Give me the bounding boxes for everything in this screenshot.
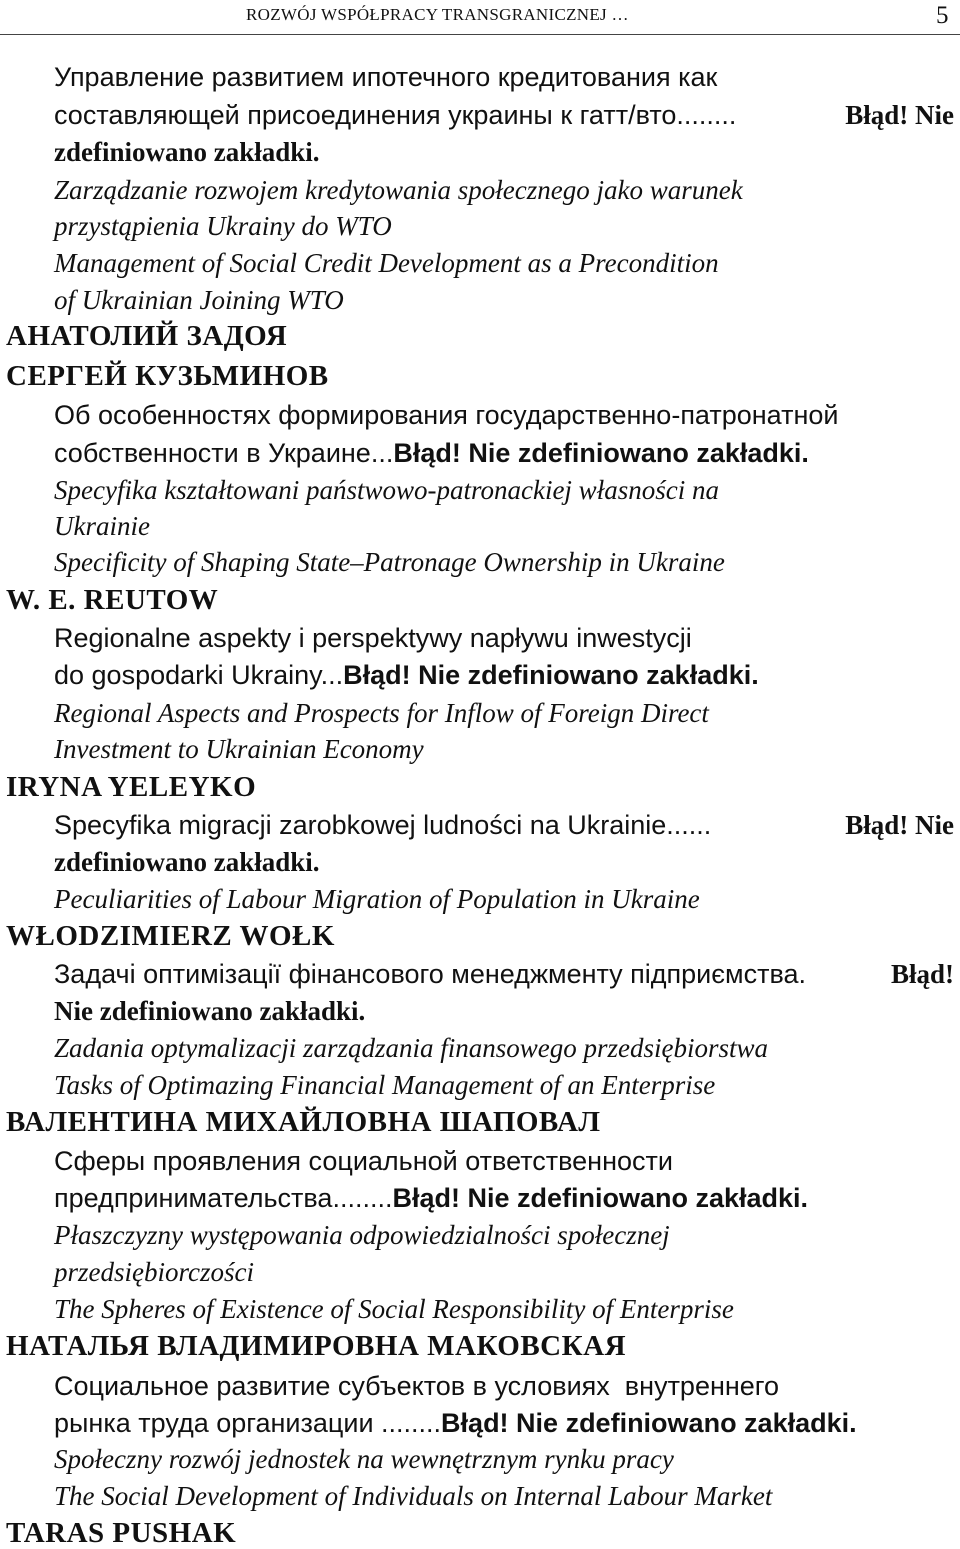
toc-author: АНАТОЛИЙ ЗАДОЯ xyxy=(6,320,288,352)
toc-english-title: of Ukrainian Joining WTO xyxy=(54,285,344,315)
toc-error-text: Nie zdefiniowano zakładki. xyxy=(54,996,366,1026)
toc-english-title: The Spheres of Existence of Social Responsibility of Enterprise xyxy=(54,1294,734,1324)
toc-english-title: Peculiarities of Labour Migration of Population in Ukraine xyxy=(54,884,700,914)
toc-error-text: zdefiniowano zakładki. xyxy=(54,137,320,167)
toc-english-title: Investment to Ukrainian Economy xyxy=(54,734,424,764)
toc-english-title: Regional Aspects and Prospects for Inflow of Foreign Direct xyxy=(54,698,709,728)
toc-title-line: предпринимательства........Błąd! Nie zdefiniowano zakładki. xyxy=(54,1183,809,1213)
page-number: 5 xyxy=(936,2,949,29)
toc-author: TARAS PUSHAK xyxy=(6,1517,237,1549)
running-title: ROZWÓJ WSPÓŁPRACY TRANSGRANICZNEJ … xyxy=(246,5,629,24)
toc-error-text: Błąd! xyxy=(890,959,954,989)
toc-title-line: Regionalne aspekty i perspektywy napływu inwestycji xyxy=(54,623,692,653)
toc-error-text: Błąd! Nie xyxy=(845,100,954,130)
toc-error-text: Błąd! Nie zdefiniowano zakładki. xyxy=(392,1183,809,1213)
toc-title-line: Задачі оптимізації фінансового менеджменту підприємства. xyxy=(54,959,807,989)
toc-title-line: рынка труда организации ........Błąd! Nie zdefiniowano zakładki. xyxy=(54,1408,857,1438)
toc-title-line: собственности в Украине...Błąd! Nie zdefiniowano zakładki. xyxy=(54,438,809,468)
toc-title-line: Сферы проявления социальной ответственности xyxy=(54,1146,673,1176)
toc-title-line: Specyfika migracji zarobkowej ludności na Ukrainie...... xyxy=(54,810,712,840)
toc-title-line: составляющей присоединения украины к гатт/вто........ xyxy=(54,100,737,130)
toc-leader-dots: . xyxy=(798,959,807,989)
toc-polish-title: przystąpienia Ukrainy do WTO xyxy=(54,211,392,241)
toc-english-title: Specificity of Shaping State–Patronage Ownership in Ukraine xyxy=(54,547,725,577)
toc-leader-dots: ...... xyxy=(666,810,712,840)
toc-author: W. E. REUTOW xyxy=(6,584,219,616)
toc-title-line: Об особенностях формирования государственно-патронатной xyxy=(54,400,839,430)
toc-error-text: Błąd! Nie xyxy=(845,810,954,840)
toc-title-line: Управление развитием ипотечного кредитования как xyxy=(54,62,718,92)
toc-leader-dots: ... xyxy=(320,660,344,690)
toc-polish-title: Ukrainie xyxy=(54,511,150,541)
toc-error-text: Błąd! Nie zdefiniowano zakładki. xyxy=(441,1408,857,1438)
toc-author: WŁODZIMIERZ WOŁK xyxy=(6,920,335,952)
toc-english-title: Management of Social Credit Development as a Precondition xyxy=(54,248,719,278)
toc-error-text: zdefiniowano zakładki. xyxy=(54,847,320,877)
toc-title-line: Социальное развитие субъектов в условиях внутреннего xyxy=(54,1371,780,1401)
toc-polish-title: Zadania optymalizacji zarządzania finansowego przedsiębiorstwa xyxy=(54,1033,769,1063)
toc-polish-title: przedsiębiorczości xyxy=(54,1257,254,1287)
toc-polish-title: Specyfika kształtowani państwowo-patronackiej własności na xyxy=(54,475,719,505)
toc-error-text: Błąd! Nie zdefiniowano zakładki. xyxy=(393,438,809,468)
toc-polish-title: Zarządzanie rozwojem kredytowania społecznego jako warunek xyxy=(54,175,743,205)
toc-leader-dots: ........ xyxy=(332,1183,393,1213)
toc-author: НАТАЛЬЯ ВЛАДИМИРОВНА МАКОВСКАЯ xyxy=(6,1330,627,1362)
toc-leader-dots: ........ xyxy=(676,100,737,130)
toc-leader-dots: ... xyxy=(370,438,394,468)
toc-author: СЕРГЕЙ КУЗЬМИНОВ xyxy=(6,360,329,392)
toc-author: ВАЛЕНТИНА МИХАЙЛОВНА ШАПОВАЛ xyxy=(6,1106,601,1138)
toc-leader-dots: ........ xyxy=(373,1408,442,1438)
page-header xyxy=(0,0,960,35)
toc-error-text: Błąd! Nie zdefiniowano zakładki. xyxy=(343,660,759,690)
toc-author: IRYNA YELEYKO xyxy=(6,771,257,803)
toc-polish-title: Społeczny rozwój jednostek na wewnętrznym rynku pracy xyxy=(54,1444,674,1474)
toc-title-line: do gospodarki Ukrainy...Błąd! Nie zdefiniowano zakładki. xyxy=(54,660,759,690)
toc-polish-title: Płaszczyzny występowania odpowiedzialności społecznej xyxy=(54,1220,670,1250)
toc-english-title: Tasks of Optimazing Financial Management of an Enterprise xyxy=(54,1070,716,1100)
toc-english-title: The Social Development of Individuals on Internal Labour Market xyxy=(54,1481,773,1511)
